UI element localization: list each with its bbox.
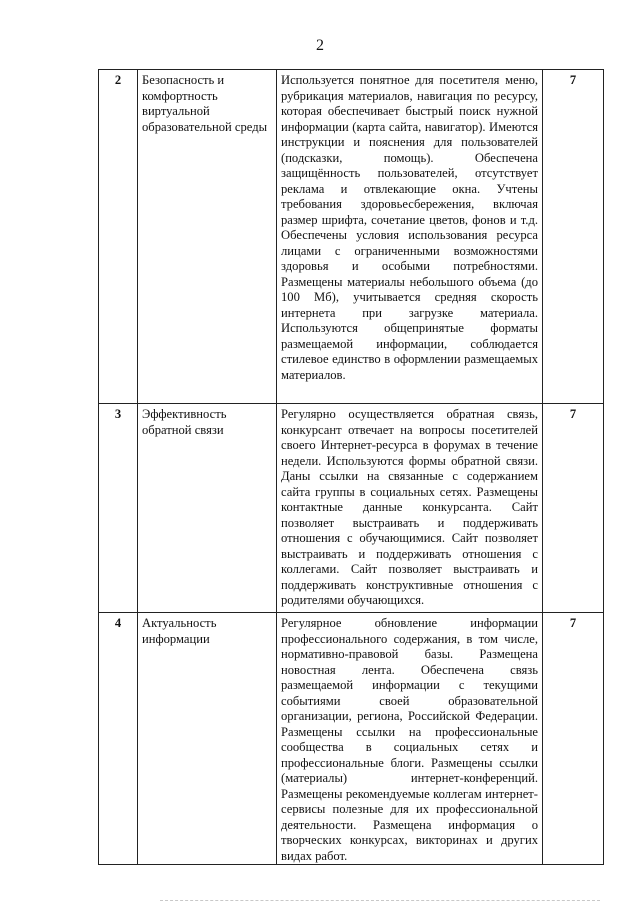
- page-number: 2: [316, 37, 324, 54]
- criterion-score: 7: [543, 70, 604, 404]
- criterion-name: Безопасность и комфортность виртуальной образовательной среды: [138, 70, 277, 404]
- page-bottom-rule: [160, 900, 600, 901]
- criterion-description: Регулярно осуществляется обратная связь, конкурсант отвечает на вопросы посетителей своего Интернет-ресурса в форумах в течение недели. Используются формы обратной связи. Даны ссылки на связанные с содержанием сайта группы в социальных сетях. Размещены контактные данные конкурсанта. Сайт позволяет выстраивать и поддерживать отношения с обучающимися. Сайт позволяет выстраивать и поддерживать отношения с коллегами. Сайт позволяет выстраивать и поддерживать конструктивные отношения с родителями обучающихся.: [277, 404, 543, 613]
- criterion-description: Используется понятное для посетителя меню, рубрикация материалов, навигация по ресурсу, которая обеспечивает быстрый поиск нужной информации (карта сайта, навигатор). Имеются инструкции и пояснения для пользователей (подсказки, помощь). Обеспечена защищённость пользователей, отсутствует реклама и отвлекающие окна. Учтены требования здоровьесбережения, включая размер шрифта, сочетание цветов, фонов и т.д. Обеспечены условия использования ресурса лицами с ограниченными возможностями здоровья и особыми потребностями. Размещены материалы небольшого объема (до 100 Мб), учитывается средняя скорость интернета при загрузке материала. Используются общепринятые форматы размещаемой информации, соблюдается стилевое единство в оформлении размещаемых материалов.: [277, 70, 543, 404]
- criterion-description: Регулярное обновление информации профессионального содержания, в том числе, нормативно-правовой базы. Размещена новостная лента. Обеспечена связь размещаемой информации с текущими событиями своей образовательной организации, региона, Российской Федерации. Размещены ссылки на профессиональные сообщества в социальных сетях и профессиональные блоги. Размещены ссылки (материалы) интернет-конференций. Размещены рекомендуемые коллегам интернет-сервисы полезные для их профессиональной деятельности. Размещена информация о творческих конкурсах, викторинах и других видах работ.: [277, 613, 543, 865]
- row-number: 2: [99, 70, 138, 404]
- table-row: [99, 70, 604, 404]
- table-row: [99, 404, 604, 613]
- row-number: 3: [99, 404, 138, 613]
- criteria-table: [98, 69, 604, 865]
- criterion-score: 7: [543, 613, 604, 865]
- criterion-score: 7: [543, 404, 604, 613]
- criterion-name: Актуальность информации: [138, 613, 277, 865]
- criterion-name: Эффективность обратной связи: [138, 404, 277, 613]
- row-number: 4: [99, 613, 138, 865]
- table-row: [99, 613, 604, 865]
